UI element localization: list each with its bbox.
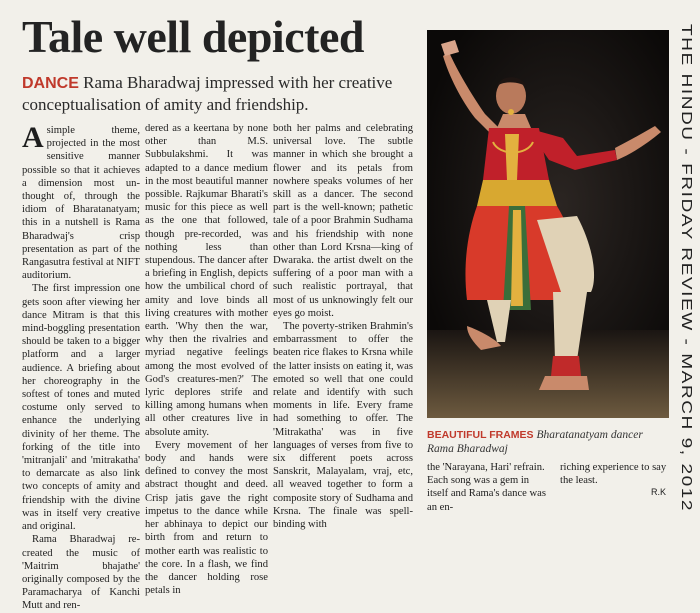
caption-lead: BEAUTIFUL FRAMES [427,429,534,441]
article-column-3 [273,122,413,531]
paragraph: Rama Bharadwaj re-created the music of 'Maitrim bhajathe' originally composed by the Paramacharya of Kanchi Mutt and ren- [22,534,140,612]
author-initials: R.K [651,487,667,497]
handwritten-source-note: THE HINDU - FRIDAY REVIEW - MARCH 9, 2012 [678,24,695,408]
paragraph: Every movement of her body and hands were defined to convey the most abstract thought and deed. Crisp jatis gave the right impetus to the dance while her abhinaya to depict our birth from and return to mother earth was realistic to the core. In a flash, we find the dancer holding rose petals in [145,439,268,597]
article-column-2 [145,122,268,597]
deck-text: Rama Bharadwaj impressed with her creative conceptualisation of amity and friendship. [22,73,393,114]
deck [22,72,422,115]
paragraph: simple theme, projected in the most sensitive manner possible so that it achieves a dimension most un-thought of, through the idiom of Bharatanatyam; this in a nutshell is Rama Bharadwaj's crisp presentation as part of the Rangasutra festival at NIFT auditorium. [22,125,140,282]
paragraph: both her palms and celebrating universal love. The subtle manner in which she brought a flower and its petals from nowhere speaks volumes of her skill as a dancer. The second part is the well-known; pathetic tale of a poor Brahmin Sudhama and his friendship with none other than Lord Krsna—king of Dwaraka. the artist dwelt on the suffering of a poor man with a such realistic portrayal, that most of us unknowingly felt our eyes go moist. [273,123,413,319]
paragraph: The first impression one gets soon after viewing her dance Mitram is that this mind-boggling presentation should be taken to a bigger platform and a larger audience. A briefing about her choreography in the softest of tones and muted costume only served to enhance the underlying divinity of her theme. The forking of the title into 'mitranjali' and 'mitrakatha' to demarcate as also link two concepts of amity and friendship with the divine was in itself very creative and original. [22,283,140,533]
headline: Tale well depicted [22,11,364,62]
caption-text: Bharatanatyam dancer Rama Bharadwaj [427,429,643,455]
article-tail-1: the 'Narayana, Hari' refrain. Each song was a gem in itself and Rama's dance was an en- [427,462,546,513]
paragraph: dered as a keertana by none other than M.S. Subbulakshmi. It was adapted to a dance medium in the most beautiful manner possible. Rajkumar Bharati's music for this piece as well as the one that followed, though pre-recorded, was nothing less than stupendous. The dancer after a briefing in English, depicts how the umbilical chord of amity and love binds all living creatures with mother earth. 'Why then the war, why then the rivalries and myriad negative feelings among the most evolved of God's creatures-men?' The lyric deplores strife and killing among humans when all other creatures live in absolute amity. [145,123,268,438]
photo-caption [427,428,672,456]
dancer-photo [427,30,669,418]
article-tail-2: riching experience to say the least. [560,462,667,487]
article-column-1 [22,121,140,613]
section-kicker: DANCE [22,75,79,92]
handwritten-note [676,24,696,514]
dancer-illustration [427,30,669,418]
drop-cap: A [22,121,44,154]
paragraph: The poverty-striken Brahmin's embarrassment to offer the beaten rice flakes to Krsna while the latter insists on eating it, was emoted so well that one could relate and identify with such moments in life. Every frame had something to offer. The 'Mitrakatha' was in five languages of verses from five to six different poets across Sanskrit, Malayalam, vraj, etc, all weaved together to form a composite story of Sudhama and Krsna. The finale was spell-binding with [273,321,413,531]
